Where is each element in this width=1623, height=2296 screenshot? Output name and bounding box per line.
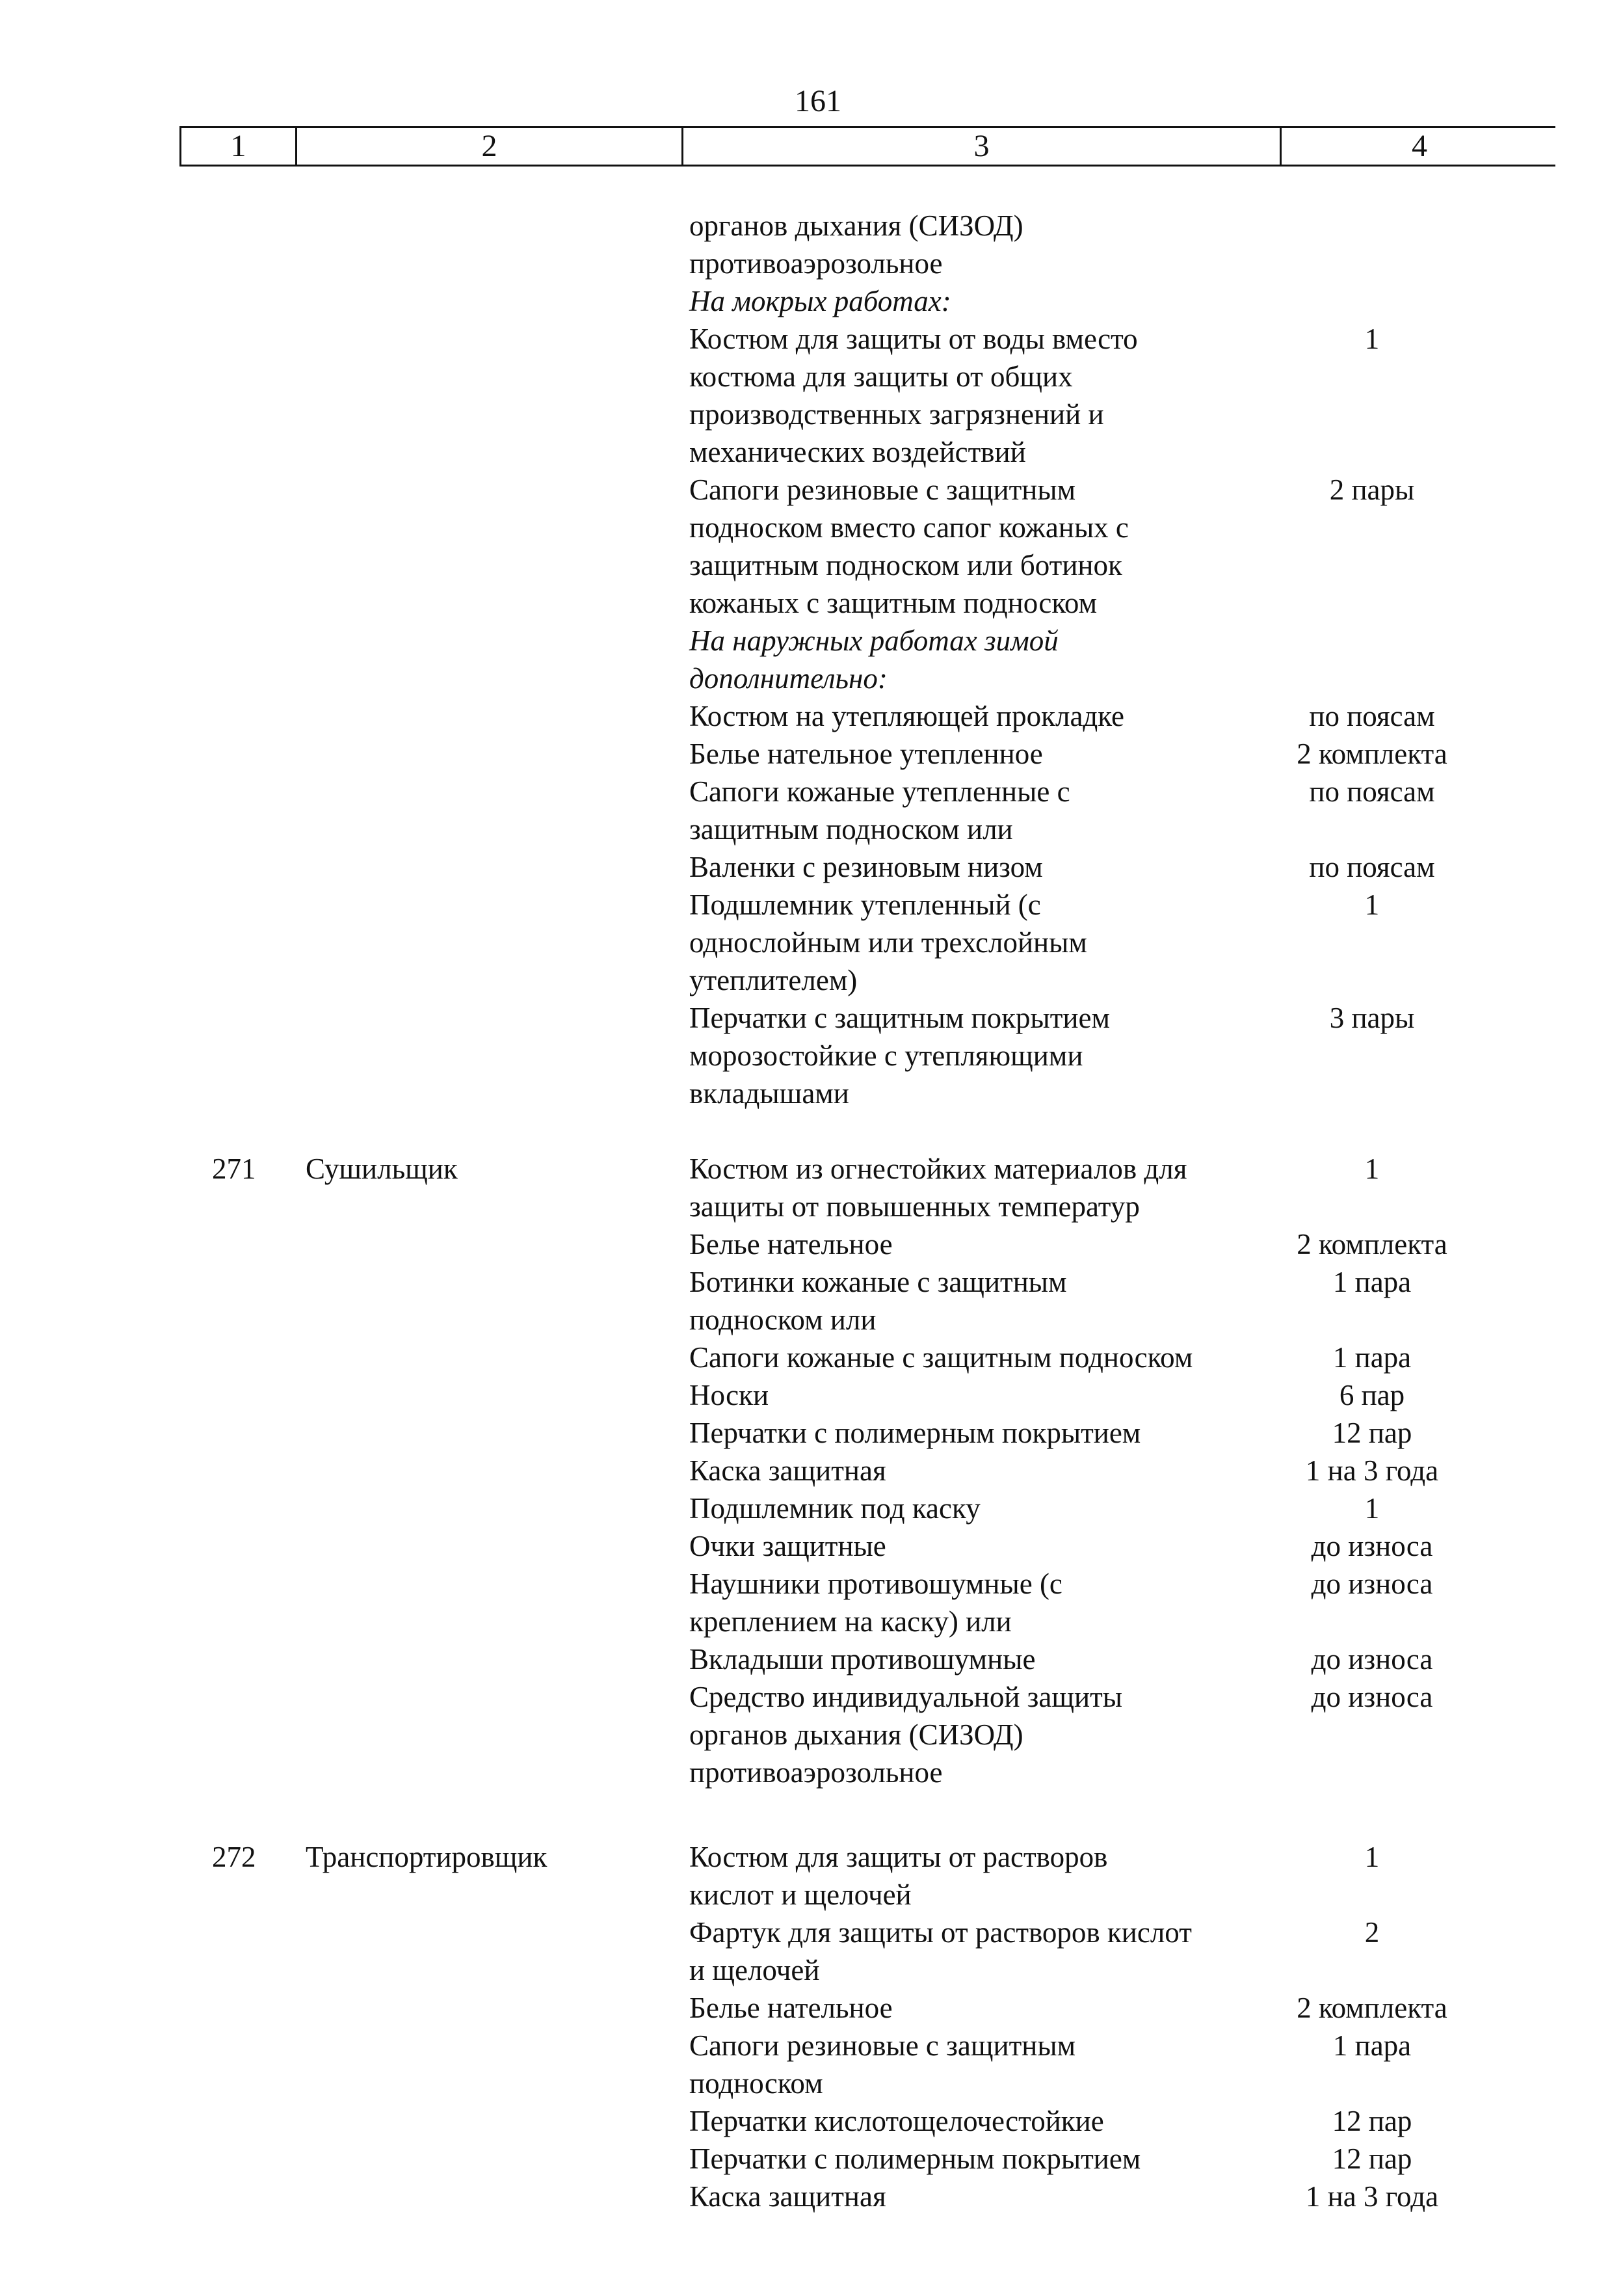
equipment-item: защитным подноском или: [689, 813, 1013, 846]
issue-norm: 2 пары: [1329, 474, 1415, 506]
issue-norm: до износа: [1311, 1643, 1433, 1675]
condition-heading: дополнительно:: [689, 662, 888, 695]
issue-norm: 1 на 3 года: [1305, 1454, 1439, 1487]
page-number: 161: [795, 84, 841, 118]
equipment-item: Костюм из огнестойких материалов для: [689, 1153, 1187, 1185]
issue-norm: 2 комплекта: [1297, 738, 1447, 770]
equipment-item: Костюм для защиты от растворов: [689, 1841, 1108, 1873]
equipment-item: креплением на каску) или: [689, 1605, 1012, 1638]
equipment-item: Сапоги резиновые с защитным: [689, 2029, 1076, 2062]
equipment-item: Фартук для защиты от растворов кислот: [689, 1916, 1192, 1949]
equipment-item: подноском или: [689, 1303, 877, 1336]
equipment-item: утеплителем): [689, 964, 858, 996]
equipment-item: Средство индивидуальной защиты: [689, 1681, 1123, 1713]
equipment-item: Белье нательное: [689, 1228, 893, 1261]
equipment-item: Сапоги кожаные утепленные с: [689, 775, 1070, 808]
column-header-4: 4: [1412, 129, 1427, 163]
issue-norm: 2 комплекта: [1297, 1992, 1447, 2024]
equipment-item: Ботинки кожаные с защитным: [689, 1266, 1067, 1298]
profession-name: Транспортировщик: [306, 1841, 548, 1873]
equipment-item: производственных загрязнений и: [689, 398, 1104, 431]
issue-norm: 1: [1364, 888, 1380, 921]
equipment-item: защитным подноском или ботинок: [689, 549, 1122, 581]
issue-norm: по поясам: [1309, 775, 1435, 808]
equipment-item: подноском вместо сапог кожаных с: [689, 511, 1129, 544]
row-number: 272: [212, 1841, 256, 1873]
issue-norm: 2: [1364, 1916, 1380, 1949]
equipment-item: однослойным или трехслойным: [689, 926, 1087, 959]
equipment-item: противоаэрозольное: [689, 1756, 943, 1789]
equipment-item: костюма для защиты от общих: [689, 360, 1073, 393]
equipment-item: Перчатки с полимерным покрытием: [689, 2142, 1141, 2175]
equipment-item: Перчатки с полимерным покрытием: [689, 1417, 1141, 1449]
equipment-item: и щелочей: [689, 1954, 820, 1986]
row-number: 271: [212, 1153, 256, 1185]
issue-norm: 1: [1364, 1492, 1380, 1525]
equipment-item: Белье нательное утепленное: [689, 738, 1043, 770]
equipment-item: защиты от повышенных температур: [689, 1190, 1140, 1223]
equipment-item: органов дыхания (СИЗОД): [689, 209, 1023, 242]
issue-norm: до износа: [1311, 1568, 1433, 1600]
equipment-item: подноском: [689, 2067, 823, 2100]
equipment-item: Подшлемник под каску: [689, 1492, 981, 1525]
equipment-item: кожаных с защитным подноском: [689, 587, 1098, 619]
equipment-item: Белье нательное: [689, 1992, 893, 2024]
equipment-item: Перчатки с защитным покрытием: [689, 1002, 1110, 1034]
equipment-item: механических воздействий: [689, 436, 1026, 468]
equipment-item: Очки защитные: [689, 1530, 886, 1562]
issue-norm: 1: [1364, 1153, 1380, 1185]
equipment-item: Костюм на утепляющей прокладке: [689, 700, 1125, 732]
issue-norm: до износа: [1311, 1530, 1433, 1562]
equipment-item: Вкладыши противошумные: [689, 1643, 1036, 1675]
issue-norm: до износа: [1311, 1681, 1433, 1713]
column-header-3: 3: [683, 128, 1282, 165]
equipment-item: противоаэрозольное: [689, 247, 943, 280]
profession-name: Сушильщик: [306, 1153, 458, 1185]
equipment-item: Каска защитная: [689, 2180, 886, 2213]
issue-norm: 1 пара: [1332, 1266, 1412, 1298]
issue-norm: 12 пар: [1332, 2142, 1412, 2175]
issue-norm: 1: [1364, 1841, 1380, 1873]
equipment-item: Носки: [689, 1379, 769, 1411]
issue-norm: 1 пара: [1332, 2029, 1412, 2062]
issue-norm: 2 комплекта: [1297, 1228, 1447, 1261]
equipment-item: Валенки с резиновым низом: [689, 851, 1043, 883]
equipment-item: Костюм для защиты от воды вместо: [689, 323, 1138, 355]
equipment-item: Перчатки кислотощелочестойкие: [689, 2105, 1104, 2137]
equipment-item: Каска защитная: [689, 1454, 886, 1487]
issue-norm: 6 пар: [1339, 1379, 1405, 1411]
issue-norm: 12 пар: [1332, 2105, 1412, 2137]
issue-norm: по поясам: [1309, 851, 1435, 883]
equipment-item: вкладышами: [689, 1077, 849, 1110]
issue-norm: 12 пар: [1332, 1417, 1412, 1449]
issue-norm: 1 пара: [1332, 1341, 1412, 1374]
condition-heading: На мокрых работах:: [689, 285, 951, 317]
equipment-item: Сапоги резиновые с защитным: [689, 474, 1076, 506]
equipment-item: Наушники противошумные (с: [689, 1568, 1062, 1600]
equipment-item: Сапоги кожаные с защитным подноском: [689, 1341, 1193, 1374]
equipment-item: морозостойкие с утепляющими: [689, 1039, 1083, 1072]
column-header-2: 2: [297, 128, 683, 165]
issue-norm: по поясам: [1309, 700, 1435, 732]
equipment-item: органов дыхания (СИЗОД): [689, 1718, 1023, 1751]
issue-norm: 1 на 3 года: [1305, 2180, 1439, 2213]
equipment-item: кислот и щелочей: [689, 1878, 912, 1911]
issue-norm: 3 пары: [1329, 1002, 1415, 1034]
issue-norm: 1: [1364, 323, 1380, 355]
condition-heading: На наружных работах зимой: [689, 624, 1059, 657]
equipment-item: Подшлемник утепленный (с: [689, 888, 1041, 921]
column-header-row: [179, 126, 1555, 167]
column-header-1: 1: [181, 128, 297, 165]
